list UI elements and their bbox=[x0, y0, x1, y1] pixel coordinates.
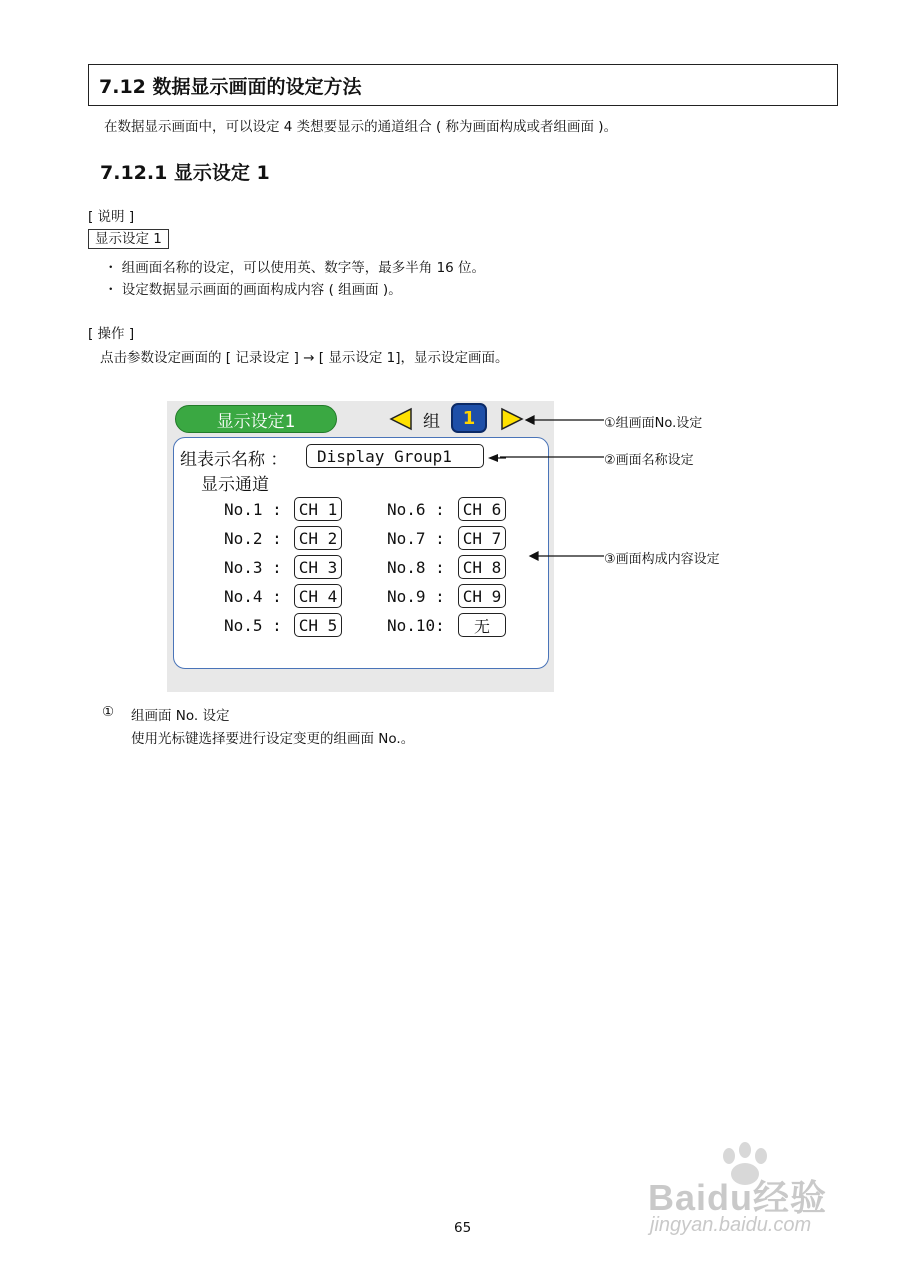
page-number: 65 bbox=[454, 1220, 472, 1236]
channel-label: No.9 : bbox=[387, 587, 445, 606]
bullet-item bbox=[104, 256, 485, 276]
channel-select[interactable] bbox=[294, 526, 342, 550]
display-channels-label: 显示通道 bbox=[201, 475, 269, 495]
group-name-label: 组表示名称 ： bbox=[180, 450, 288, 470]
operation-header: [ 操作 ] bbox=[88, 326, 135, 342]
bullet-item bbox=[104, 278, 402, 298]
explain-tag: 显示设定 1 bbox=[88, 229, 169, 249]
callout-arrow-head-icon bbox=[486, 453, 506, 463]
channel-value: CH 6 bbox=[462, 499, 502, 519]
channel-label: No.6 : bbox=[387, 500, 445, 519]
screen-title-text: 显示设定1 bbox=[216, 411, 296, 432]
channel-label: No.10: bbox=[387, 616, 445, 635]
intro-text: 在数据显示画面中，可以设定 4 类想要显示的通道组合 ( 称为画面构成或者组画面 )。 bbox=[104, 119, 618, 135]
channel-label: No.1 : bbox=[224, 500, 282, 519]
channel-value: CH 2 bbox=[298, 528, 338, 548]
display-settings-screen bbox=[167, 401, 554, 692]
channel-value: CH 3 bbox=[298, 557, 338, 577]
bullet-text: 设定数据显示画面的画面构成内容 ( 组画面 )。 bbox=[121, 282, 402, 298]
bullet-dot: ・ bbox=[104, 282, 118, 298]
group-number-text: 1 bbox=[462, 407, 476, 429]
channel-value: CH 7 bbox=[462, 528, 502, 548]
channel-value: CH 9 bbox=[462, 586, 502, 606]
prev-group-arrow-icon[interactable] bbox=[389, 407, 413, 431]
channel-select[interactable] bbox=[458, 584, 506, 608]
channel-select[interactable] bbox=[294, 613, 342, 637]
callout-screen-name: ②画面名称设定 bbox=[604, 453, 694, 468]
channel-label: No.8 : bbox=[387, 558, 445, 577]
note-text: 使用光标键选择要进行设定变更的组画面 No.。 bbox=[131, 731, 415, 747]
channel-select[interactable] bbox=[458, 497, 506, 521]
group-name-value: Display Group1 bbox=[317, 446, 452, 466]
explain-header: [ 说明 ] bbox=[88, 209, 135, 225]
callout-arrows bbox=[500, 405, 610, 575]
group-label: 组 bbox=[423, 412, 440, 432]
note-number: ① bbox=[102, 704, 115, 720]
channel-select[interactable] bbox=[294, 555, 342, 579]
channel-label: No.5 : bbox=[224, 616, 282, 635]
watermark-url: jingyan.baidu.com bbox=[650, 1214, 812, 1236]
channel-label: No.2 : bbox=[224, 529, 282, 548]
bullet-text: 组画面名称的设定，可以使用英、数字等，最多半角 16 位。 bbox=[121, 260, 486, 276]
callout-group-no: ①组画面No.设定 bbox=[604, 416, 703, 431]
operation-text: 点击参数设定画面的 [ 记录设定 ] → [ 显示设定 1]，显示设定画面。 bbox=[100, 350, 509, 366]
channel-select[interactable] bbox=[458, 613, 506, 637]
subsection-title: 7.12.1 显示设定 1 bbox=[100, 162, 270, 184]
channel-select[interactable] bbox=[294, 584, 342, 608]
watermark-logo: Baidu经验 bbox=[648, 1177, 828, 1218]
channel-value: 无 bbox=[473, 616, 490, 636]
channel-select[interactable] bbox=[458, 555, 506, 579]
group-number-button[interactable] bbox=[451, 403, 487, 433]
channel-label: No.7 : bbox=[387, 529, 445, 548]
channel-label: No.3 : bbox=[224, 558, 282, 577]
channel-label: No.4 : bbox=[224, 587, 282, 606]
note-title: 组画面 No. 设定 bbox=[131, 708, 230, 724]
section-title-box bbox=[88, 64, 838, 106]
section-title: 7.12 数据显示画面的设定方法 bbox=[99, 75, 362, 98]
channel-value: CH 8 bbox=[462, 557, 502, 577]
bullet-dot: ・ bbox=[104, 260, 118, 276]
channel-select[interactable] bbox=[294, 497, 342, 521]
channel-value: CH 5 bbox=[298, 615, 338, 635]
channel-value: CH 4 bbox=[298, 586, 338, 606]
screen-title bbox=[175, 405, 337, 433]
callout-composition: ③画面构成内容设定 bbox=[604, 552, 720, 567]
channel-select[interactable] bbox=[458, 526, 506, 550]
channel-value: CH 1 bbox=[298, 499, 338, 519]
group-name-input[interactable] bbox=[306, 444, 484, 468]
